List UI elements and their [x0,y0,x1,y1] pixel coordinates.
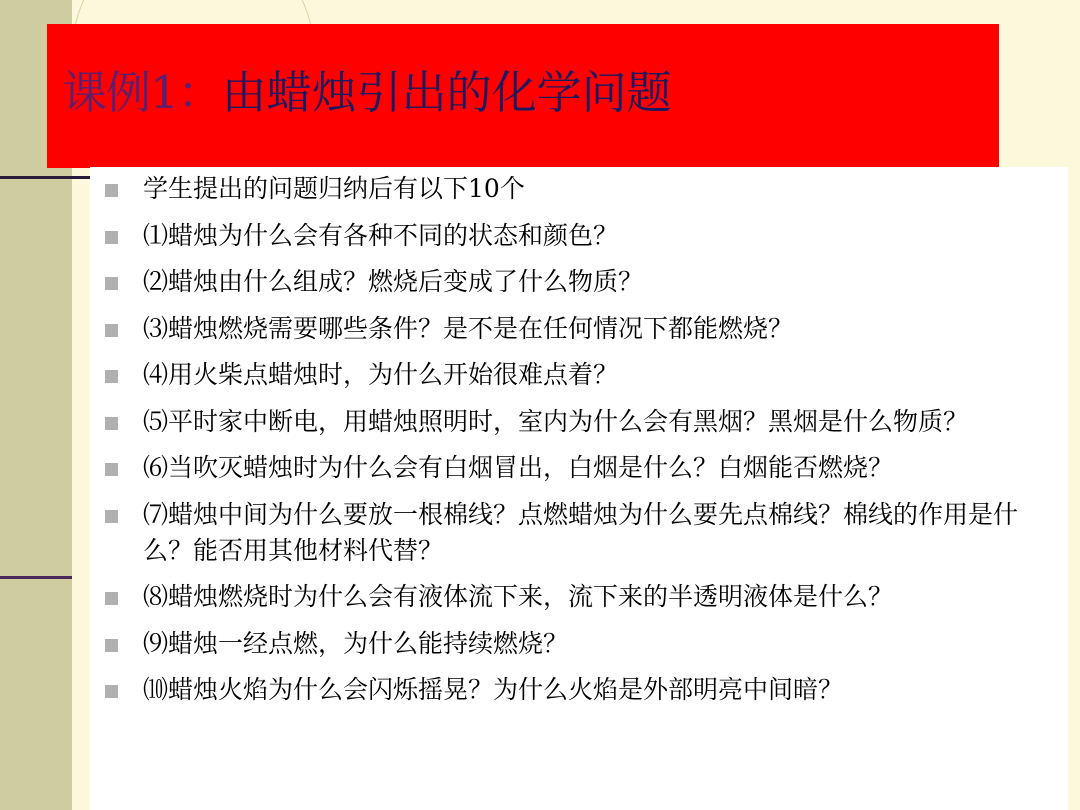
square-bullet-icon [105,592,118,605]
square-bullet-icon [105,417,118,430]
list-item [90,450,1050,486]
list-item [90,264,1050,300]
square-bullet-icon [105,370,118,383]
list-item [90,311,1050,347]
divider-line-bottom [0,576,72,579]
list-item [90,672,1050,708]
item-text: ⑶蜡烛燃烧需要哪些条件？是不是在任何情况下都能燃烧？ [143,313,794,343]
square-bullet-icon [105,184,118,197]
item-text: ⑵蜡烛由什么组成？燃烧后变成了什么物质？ [143,267,644,296]
list-item [90,357,1050,393]
item-text: ⑼蜡烛一经点燃，为什么能持续燃烧？ [143,628,569,658]
title-prefix: 课例1： [62,66,222,119]
list-item [90,626,1050,662]
square-bullet-icon [105,324,118,337]
divider-line-top [0,176,95,179]
slide-title [62,66,672,119]
square-bullet-icon [105,277,118,290]
list-item [90,579,1050,615]
list-item [90,404,1050,440]
item-text: ⑷用火柴点蜡烛时，为什么开始很难点着？ [143,360,619,389]
list-item [90,497,1050,569]
list-item [90,171,1050,207]
square-bullet-icon [105,685,118,698]
square-bullet-icon [105,639,118,652]
item-text: ⑴蜡烛为什么会有各种不同的状态和颜色？ [143,220,619,250]
square-bullet-icon [105,231,118,244]
item-text: ⑸平时家中断电，用蜡烛照明时，室内为什么会有黑烟？黑烟是什么物质？ [143,406,969,436]
item-text: ⑻蜡烛燃烧时为什么会有液体流下来，流下来的半透明液体是什么？ [143,582,894,611]
content-panel [90,167,1068,810]
square-bullet-icon [105,463,118,476]
item-text: ⑽蜡烛火焰为什么会闪烁摇晃？为什么火焰是外部明亮中间暗？ [143,675,844,704]
list-item [90,218,1050,254]
square-bullet-icon [105,510,118,523]
title-main: 由蜡烛引出的化学问题 [221,66,672,119]
item-text: ⑺蜡烛中间为什么要放一根棉线？点燃蜡烛为什么要先点棉线？棉线的作用是什么？能否用其他材料代替？ [143,499,1019,565]
item-text: 学生提出的问题归纳后有以下10个 [143,174,525,203]
question-list [90,167,1068,708]
item-text: ⑹当吹灭蜡烛时为什么会有白烟冒出，白烟是什么？白烟能否燃烧？ [143,453,894,482]
